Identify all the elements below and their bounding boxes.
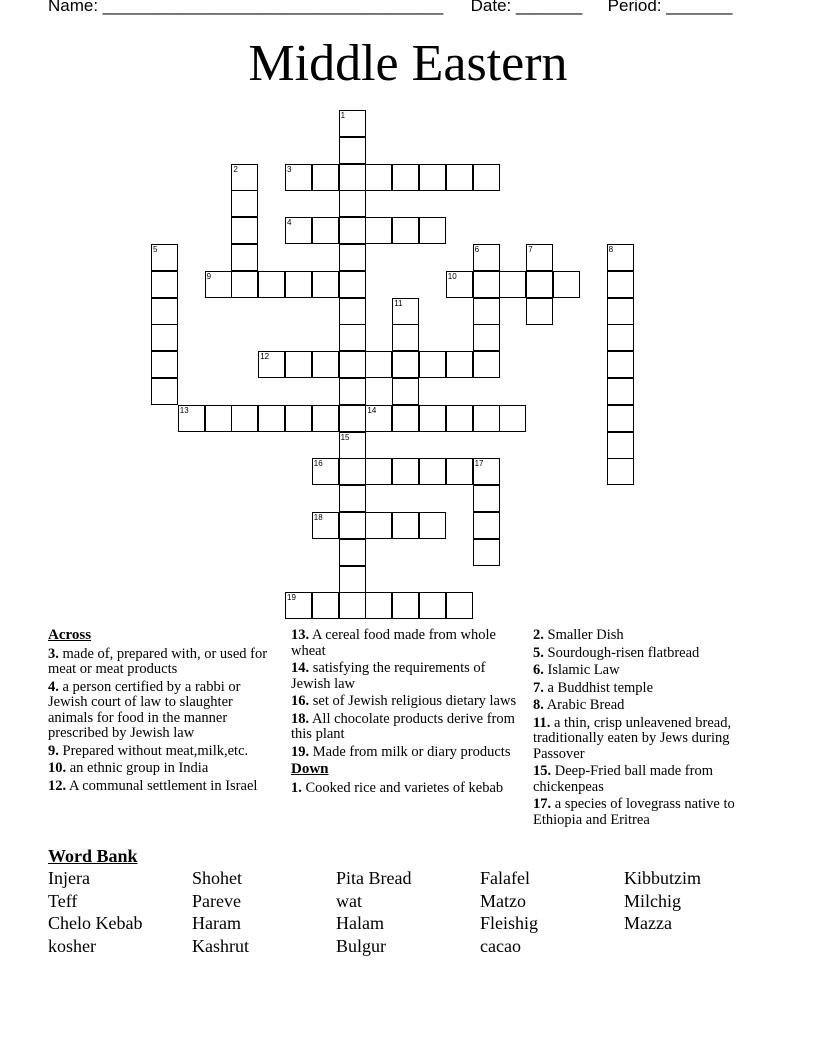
crossword-cell[interactable]	[231, 190, 258, 217]
clue-text: Deep-Fried ball made from chickenpeas	[533, 763, 713, 795]
crossword-cell[interactable]	[285, 164, 312, 191]
crossword-cell[interactable]	[446, 164, 473, 191]
crossword-cell[interactable]	[258, 271, 285, 298]
clue-text: a Buddhist temple	[547, 679, 654, 696]
word-bank-title: Word Bank	[48, 846, 138, 866]
crossword-cell[interactable]	[151, 271, 178, 298]
clue-number: 13.	[291, 627, 310, 643]
crossword-cell[interactable]	[339, 164, 366, 191]
crossword-cell[interactable]	[365, 351, 392, 378]
clue-text: A cereal food made from whole wheat	[291, 627, 496, 659]
crossword-cell[interactable]	[446, 458, 473, 485]
down-heading: Down	[291, 761, 329, 777]
clue-text: Islamic Law	[547, 662, 620, 678]
crossword-cell[interactable]	[473, 244, 500, 271]
cell-number: 2	[233, 164, 238, 174]
clue-item	[291, 694, 519, 710]
crossword-cell[interactable]	[446, 405, 473, 432]
across-heading: Across	[48, 627, 92, 643]
crossword-cell[interactable]	[339, 592, 366, 619]
crossword-cell[interactable]	[392, 592, 419, 619]
cell-number: 8	[608, 245, 614, 254]
clue-item	[533, 764, 769, 795]
clues-column-1	[48, 628, 280, 796]
crossword-cell[interactable]	[553, 271, 580, 298]
clue-text: Arabic Bread	[546, 697, 625, 713]
word-bank-item: cacao	[480, 936, 521, 957]
crossword-cell[interactable]	[365, 592, 392, 619]
date-field-label[interactable]: Date: _______	[470, 0, 583, 15]
crossword-cell[interactable]	[473, 539, 500, 566]
clue-item	[48, 647, 280, 678]
crossword-cell[interactable]	[339, 485, 366, 512]
word-bank-item: Falafel	[480, 868, 530, 888]
clue-item	[291, 661, 519, 692]
crossword-cell[interactable]	[473, 164, 500, 191]
crossword-cell[interactable]	[419, 512, 446, 539]
crossword-cell[interactable]	[151, 298, 178, 325]
crossword-cell[interactable]	[365, 512, 392, 539]
crossword-cell[interactable]	[231, 217, 258, 244]
crossword-cell[interactable]	[473, 271, 500, 298]
crossword-cell[interactable]	[312, 405, 339, 432]
word-bank-item: kosher	[48, 936, 96, 957]
crossword-cell[interactable]	[607, 432, 634, 459]
crossword-cell[interactable]	[446, 592, 473, 619]
cell-number: 17	[474, 459, 484, 469]
cell-number: 1	[340, 111, 346, 120]
crossword-cell[interactable]	[339, 458, 366, 485]
clue-item	[533, 681, 769, 697]
clue-item	[533, 663, 769, 679]
crossword-cell[interactable]	[312, 512, 339, 539]
crossword-cell[interactable]	[473, 405, 500, 432]
cell-number: 14	[367, 405, 377, 415]
crossword-cell[interactable]	[339, 298, 366, 325]
crossword-cell[interactable]	[312, 592, 339, 619]
crossword-cell[interactable]	[339, 405, 366, 432]
word-bank-item: Matzo	[480, 890, 526, 911]
crossword-cell[interactable]	[258, 405, 285, 432]
word-bank-item: Pareve	[192, 890, 241, 911]
crossword-cell[interactable]	[285, 351, 312, 378]
crossword-cell[interactable]	[151, 351, 178, 378]
crossword-cell[interactable]	[151, 324, 178, 351]
clue-item	[48, 779, 280, 795]
crossword-cell[interactable]	[339, 378, 366, 405]
crossword-cell[interactable]	[473, 351, 500, 378]
crossword-cell[interactable]	[339, 190, 366, 217]
clue-item	[533, 698, 769, 714]
clue-text: Smaller Dish	[547, 627, 624, 643]
crossword-cell[interactable]	[607, 458, 634, 485]
clue-item	[533, 797, 769, 828]
clue-number: 19.	[291, 743, 310, 760]
crossword-cell[interactable]	[419, 458, 446, 485]
cell-number: 15	[340, 432, 350, 442]
cell-number: 18	[313, 513, 323, 522]
header	[48, 0, 732, 16]
clue-text: a species of lovegrass native to Ethiopia and Eritrea	[533, 796, 735, 828]
word-bank-item: Bulgur	[336, 936, 387, 957]
clue-item	[291, 628, 519, 659]
cell-number: 11	[394, 298, 403, 308]
crossword-cell[interactable]	[339, 217, 366, 244]
crossword-cell[interactable]	[205, 405, 232, 432]
word-bank-item: Kibbutzim	[624, 868, 701, 888]
crossword-cell[interactable]	[339, 110, 366, 137]
crossword-cell[interactable]	[607, 324, 634, 351]
crossword-cell[interactable]	[365, 217, 392, 244]
crossword-cell[interactable]	[526, 244, 553, 271]
cell-number: 4	[287, 218, 292, 228]
clue-number: 16.	[291, 693, 310, 709]
crossword-cell[interactable]	[473, 485, 500, 512]
crossword-cell[interactable]	[339, 271, 366, 298]
clue-number: 10.	[48, 760, 67, 776]
crossword-cell[interactable]	[365, 405, 392, 432]
crossword-cell[interactable]	[339, 512, 366, 539]
crossword-cell[interactable]	[526, 298, 553, 325]
crossword-cell[interactable]	[392, 217, 419, 244]
name-field-label[interactable]: Name: ____________________________________	[48, 0, 444, 15]
clue-text: an ethnic group in India	[69, 760, 209, 776]
crossword-cell[interactable]	[392, 351, 419, 378]
crossword-cell[interactable]	[392, 324, 419, 351]
word-bank-item: Milchig	[624, 890, 681, 911]
crossword-cell[interactable]	[446, 351, 473, 378]
crossword-cell[interactable]	[312, 458, 339, 485]
crossword-cell[interactable]	[339, 244, 366, 271]
crossword-cell[interactable]	[607, 378, 634, 405]
crossword-cell[interactable]	[446, 271, 473, 298]
clue-text: A communal settlement in Israel	[68, 777, 258, 794]
cell-number: 19	[287, 593, 296, 603]
clue-text: Prepared without meat,milk,etc.	[62, 742, 249, 759]
word-bank-item: wat	[336, 890, 362, 911]
crossword-cell[interactable]	[607, 298, 634, 325]
crossword-cell[interactable]	[392, 405, 419, 432]
clue-text: set of Jewish religious dietary laws	[312, 693, 517, 709]
crossword-cell[interactable]	[285, 271, 312, 298]
word-bank-item: Teff	[48, 890, 78, 911]
crossword-cell[interactable]	[258, 351, 285, 378]
clue-number: 17.	[533, 796, 552, 812]
crossword-cell[interactable]	[231, 271, 258, 298]
page-title: Middle Eastern	[248, 35, 568, 92]
crossword-cell[interactable]	[339, 432, 366, 459]
crossword-cell[interactable]	[151, 378, 178, 405]
crossword-cell[interactable]	[339, 324, 366, 351]
clue-text: a thin, crisp unleavened bread, traditionally eaten by Jews during Passover	[533, 714, 732, 762]
clue-text: a person certified by a rabbi or Jewish court of law to slaughter animals for food in the manner prescribed by Jewish law	[48, 678, 241, 741]
crossword-cell[interactable]	[473, 298, 500, 325]
clue-item	[48, 680, 280, 742]
crossword-cell[interactable]	[339, 351, 366, 378]
crossword-cell[interactable]	[392, 378, 419, 405]
clue-item	[533, 716, 769, 763]
crossword-cell[interactable]	[392, 512, 419, 539]
crossword-cell[interactable]	[392, 164, 419, 191]
clue-text: All chocolate products derive from this plant	[291, 710, 515, 742]
clue-item	[48, 744, 280, 760]
crossword-cell[interactable]	[365, 458, 392, 485]
crossword-cell[interactable]	[339, 137, 366, 164]
crossword-cell[interactable]	[312, 217, 339, 244]
cell-number: 6	[474, 245, 480, 254]
cell-number: 12	[260, 352, 270, 362]
crossword-cell[interactable]	[526, 271, 553, 298]
crossword-cell[interactable]	[473, 512, 500, 539]
word-bank-item: Chelo Kebab	[48, 913, 143, 934]
crossword-cell[interactable]	[419, 217, 446, 244]
crossword-cell[interactable]	[392, 458, 419, 485]
crossword-cell[interactable]	[607, 244, 634, 271]
crossword-cell[interactable]	[607, 351, 634, 378]
word-bank-item: Pita Bread	[336, 868, 412, 888]
word-bank-item: Halam	[336, 913, 384, 934]
clue-text: satisfying the requirements of Jewish law	[291, 660, 486, 692]
clue-item	[291, 745, 519, 761]
crossword-cell[interactable]	[607, 271, 634, 298]
word-bank-column	[624, 867, 701, 935]
clue-number: 2.	[533, 627, 544, 643]
crossword-cell[interactable]	[312, 164, 339, 191]
crossword-cell[interactable]	[473, 324, 500, 351]
cell-number: 13	[179, 405, 189, 415]
clue-number: 15.	[533, 763, 552, 779]
crossword-cell[interactable]	[205, 271, 232, 298]
clue-number: 12.	[48, 777, 67, 794]
word-bank-column	[192, 867, 249, 958]
word-bank-item: Haram	[192, 913, 241, 934]
crossword-cell[interactable]	[285, 592, 312, 619]
crossword-cell[interactable]	[339, 566, 366, 593]
crossword-cell[interactable]	[231, 164, 258, 191]
crossword-cell[interactable]	[151, 244, 178, 271]
word-bank-item: Injera	[48, 868, 90, 888]
clue-item	[48, 761, 280, 777]
crossword-cell[interactable]	[419, 351, 446, 378]
clue-text: Cooked rice and varietes of kebab	[305, 779, 504, 796]
crossword-cell[interactable]	[365, 164, 392, 191]
clue-number: 5.	[533, 644, 544, 661]
clue-text: made of, prepared with, or used for meat or meat products	[48, 645, 268, 677]
crossword-cell[interactable]	[419, 405, 446, 432]
word-bank-item: Mazza	[624, 913, 672, 934]
word-bank-item: Shohet	[192, 868, 243, 888]
cell-number: 16	[313, 459, 323, 469]
clue-number: 3.	[48, 645, 59, 662]
clue-number: 7.	[533, 679, 544, 696]
clue-number: 6.	[533, 662, 544, 678]
clue-text: Made from milk or diary products	[312, 743, 511, 760]
cell-number: 3	[287, 164, 292, 174]
crossword-cell[interactable]	[312, 271, 339, 298]
word-bank-item: Kashrut	[192, 936, 249, 957]
clue-number: 14.	[291, 660, 310, 676]
crossword-cell[interactable]	[312, 351, 339, 378]
clue-item	[533, 646, 769, 662]
clue-number: 11.	[533, 714, 551, 731]
crossword-cell[interactable]	[178, 405, 205, 432]
clue-item	[291, 781, 519, 797]
cell-number: 7	[528, 245, 533, 254]
crossword-cell[interactable]	[419, 164, 446, 191]
crossword-cell[interactable]	[339, 539, 366, 566]
crossword-cell[interactable]	[499, 271, 526, 298]
crossword-cell[interactable]	[231, 405, 258, 432]
clue-number: 1.	[291, 779, 302, 796]
crossword-cell[interactable]	[285, 217, 312, 244]
crossword-cell[interactable]	[473, 458, 500, 485]
crossword-cell[interactable]	[607, 405, 634, 432]
clue-number: 9.	[48, 742, 59, 759]
word-bank-item: Fleishig	[480, 913, 539, 934]
clue-text: Sourdough-risen flatbread	[547, 644, 700, 661]
word-bank-column	[336, 867, 411, 958]
crossword-cell[interactable]	[499, 405, 526, 432]
cell-number: 5	[153, 245, 158, 254]
cell-number: 10	[447, 271, 457, 281]
cell-number: 9	[206, 271, 212, 281]
crossword-cell[interactable]	[392, 298, 419, 325]
word-bank-column	[48, 867, 142, 958]
crossword-cell[interactable]	[231, 244, 258, 271]
clue-item	[533, 628, 769, 644]
period-field-label[interactable]: Period: _______	[607, 0, 733, 15]
clue-item	[291, 712, 519, 743]
crossword-cell[interactable]	[285, 405, 312, 432]
clue-number: 4.	[48, 678, 59, 695]
crossword-cell[interactable]	[419, 592, 446, 619]
clue-number: 18.	[291, 710, 310, 727]
clues-column-3	[533, 628, 769, 830]
word-bank-column	[480, 867, 538, 958]
clues-column-2	[291, 628, 519, 798]
clue-number: 8.	[533, 697, 544, 713]
